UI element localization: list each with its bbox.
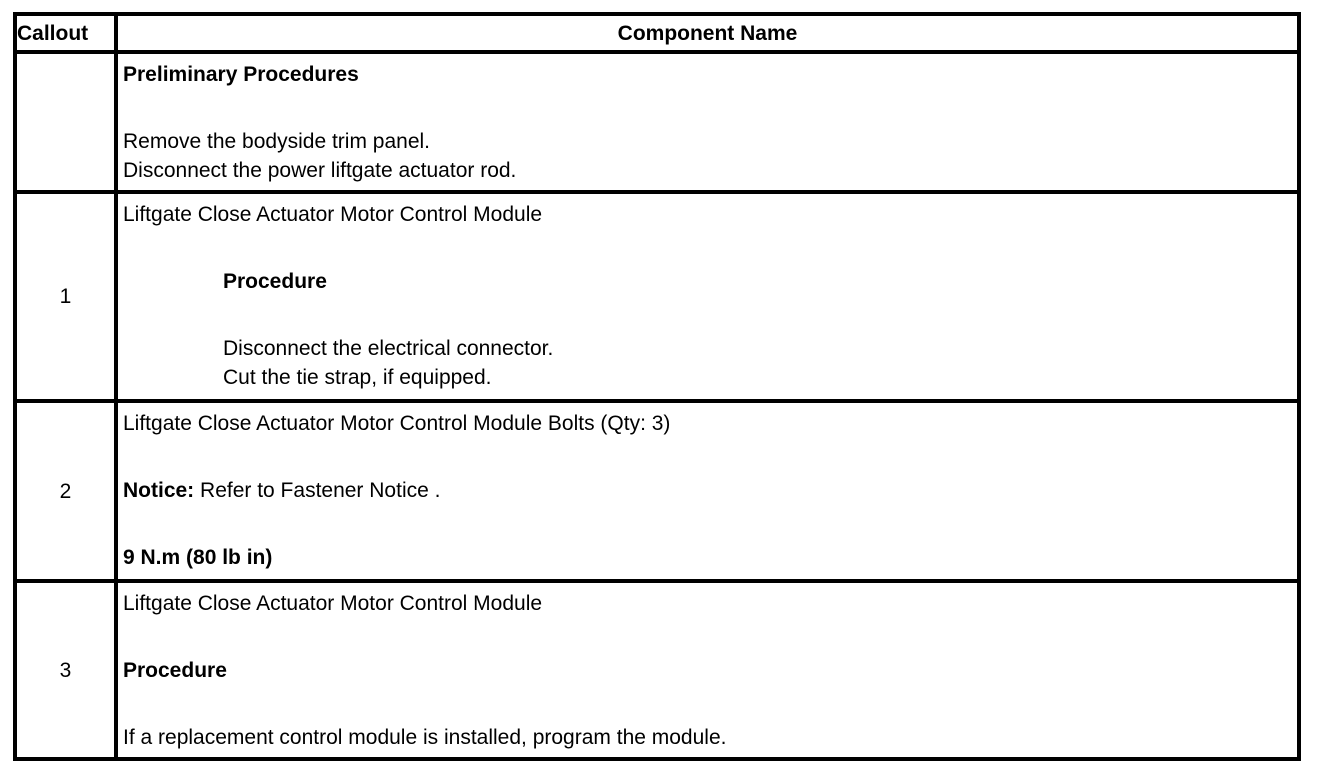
notice-label: Notice:	[123, 479, 195, 502]
component-cell	[116, 581, 1299, 759]
notice	[123, 476, 1297, 505]
procedure-label: Procedure	[223, 270, 327, 293]
table-row	[15, 401, 1299, 581]
preliminary-step: Remove the bodyside trim panel.	[123, 130, 430, 153]
header-callout: Callout	[15, 14, 116, 52]
component-name: Liftgate Close Actuator Motor Control Module	[123, 592, 543, 615]
component-name: Liftgate Close Actuator Motor Control Module Bolts (Qty: 3)	[123, 412, 671, 435]
notice-text: Refer to Fastener Notice .	[194, 479, 441, 502]
component-cell	[116, 401, 1299, 581]
callout-table	[13, 12, 1301, 761]
preliminary-title: Preliminary Procedures	[123, 63, 359, 86]
component-cell	[116, 192, 1299, 401]
callout-number: 3	[15, 581, 116, 759]
preliminary-step: Disconnect the power liftgate actuator rod.	[123, 159, 517, 182]
component-name: Liftgate Close Actuator Motor Control Module	[123, 203, 543, 226]
callout-number: 1	[15, 192, 116, 401]
callout-cell-empty	[15, 52, 116, 192]
header-component-name: Component Name	[116, 14, 1299, 52]
preliminary-cell	[116, 52, 1299, 192]
table-header-row	[15, 14, 1299, 52]
torque-spec: 9 N.m (80 lb in)	[123, 546, 273, 569]
table-row	[15, 192, 1299, 401]
procedure-step: Disconnect the electrical connector.	[223, 337, 554, 360]
table-row	[15, 581, 1299, 759]
table-row-preliminary	[15, 52, 1299, 192]
procedure-step: If a replacement control module is installed, program the module.	[123, 726, 727, 749]
procedure-label: Procedure	[123, 659, 227, 682]
procedure-step: Cut the tie strap, if equipped.	[223, 366, 492, 389]
callout-number: 2	[15, 401, 116, 581]
